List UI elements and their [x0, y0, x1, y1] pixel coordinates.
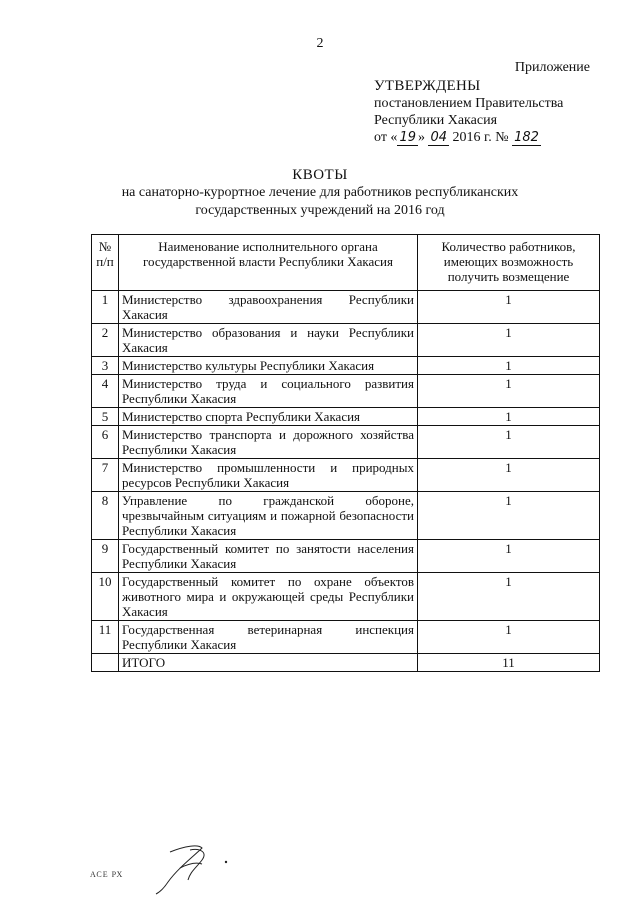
date-year: 2016 г. №: [452, 130, 509, 145]
date-mid: »: [417, 130, 425, 145]
row-quota-count: 1: [418, 375, 600, 408]
table-row: [92, 426, 600, 459]
row-number: 6: [92, 426, 119, 459]
footer-mark: АСЕ РХ: [90, 870, 124, 879]
appendix-label: Приложение: [514, 60, 590, 75]
row-number: 9: [92, 540, 119, 573]
row-number: 5: [92, 408, 119, 426]
row-quota-count: 1: [418, 408, 600, 426]
heading-line-2: государственных учреждений на 2016 год: [195, 203, 445, 218]
document-number: 182: [514, 130, 539, 145]
row-number: 2: [92, 324, 119, 357]
row-organ-name: Государственный комитет по охране объектов животного мира и окружающей среды Республики Хакасия: [119, 573, 418, 621]
row-organ-name: Государственный комитет по занятости населения Республики Хакасия: [119, 540, 418, 573]
table-row: [92, 573, 600, 621]
row-number: 11: [92, 621, 119, 654]
row-number: 3: [92, 357, 119, 375]
row-quota-count: 1: [418, 621, 600, 654]
row-number: 4: [92, 375, 119, 408]
row-quota-count: 1: [418, 573, 600, 621]
row-number: 1: [92, 291, 119, 324]
row-organ-name: Министерство труда и социального развития Республики Хакасия: [119, 375, 418, 408]
heading-title: КВОТЫ: [292, 167, 348, 183]
table-body: [92, 291, 600, 672]
total-empty-cell: [92, 654, 119, 672]
row-quota-count: 1: [418, 291, 600, 324]
table-row: [92, 291, 600, 324]
row-quota-count: 1: [418, 357, 600, 375]
row-organ-name: Министерство транспорта и дорожного хозяйства Республики Хакасия: [119, 426, 418, 459]
table-row: [92, 375, 600, 408]
table-row: [92, 408, 600, 426]
quota-table: [91, 234, 600, 672]
table-row: [92, 459, 600, 492]
document-heading: [0, 166, 640, 220]
row-organ-name: Министерство образования и науки Республики Хакасия: [119, 324, 418, 357]
approval-title: УТВЕРЖДЕНЫ: [374, 78, 481, 94]
total-label: ИТОГО: [119, 654, 418, 672]
total-value: 11: [418, 654, 600, 672]
approval-block: [374, 78, 563, 146]
approval-date-line: [374, 129, 563, 146]
date-day: 19: [399, 130, 416, 145]
table-row: [92, 540, 600, 573]
table-row: [92, 324, 600, 357]
page-number: 2: [316, 36, 324, 51]
row-organ-name: Министерство культуры Республики Хакасия: [119, 357, 418, 375]
header-name: Наименование исполнительного органа государственной власти Республики Хакасия: [119, 235, 418, 291]
approval-line-1: постановлением Правительства: [374, 96, 564, 111]
table-header-row: [92, 235, 600, 291]
row-quota-count: 1: [418, 459, 600, 492]
table-row: [92, 492, 600, 540]
row-quota-count: 1: [418, 492, 600, 540]
row-number: 10: [92, 573, 119, 621]
row-quota-count: 1: [418, 426, 600, 459]
row-number: 7: [92, 459, 119, 492]
row-organ-name: Управление по гражданской обороне, чрезвычайным ситуациям и пожарной безопасности Республики Хакасия: [119, 492, 418, 540]
signature-image: [150, 838, 240, 898]
table-row: [92, 621, 600, 654]
row-organ-name: Министерство промышленности и природных ресурсов Республики Хакасия: [119, 459, 418, 492]
total-row: [92, 654, 600, 672]
header-count: Количество работников, имеющих возможность получить возмещение: [418, 235, 600, 291]
row-number: 8: [92, 492, 119, 540]
header-num: № п/п: [92, 235, 119, 291]
row-organ-name: Государственная ветеринарная инспекция Республики Хакасия: [119, 621, 418, 654]
row-quota-count: 1: [418, 324, 600, 357]
approval-line-2: Республики Хакасия: [374, 113, 498, 128]
date-month: 04: [430, 130, 448, 145]
date-prefix: от «: [374, 130, 398, 145]
heading-line-1: на санаторно-курортное лечение для работников республиканских: [121, 185, 519, 200]
row-organ-name: Министерство спорта Республики Хакасия: [119, 408, 418, 426]
row-quota-count: 1: [418, 540, 600, 573]
row-organ-name: Министерство здравоохранения Республики Хакасия: [119, 291, 418, 324]
table-row: [92, 357, 600, 375]
